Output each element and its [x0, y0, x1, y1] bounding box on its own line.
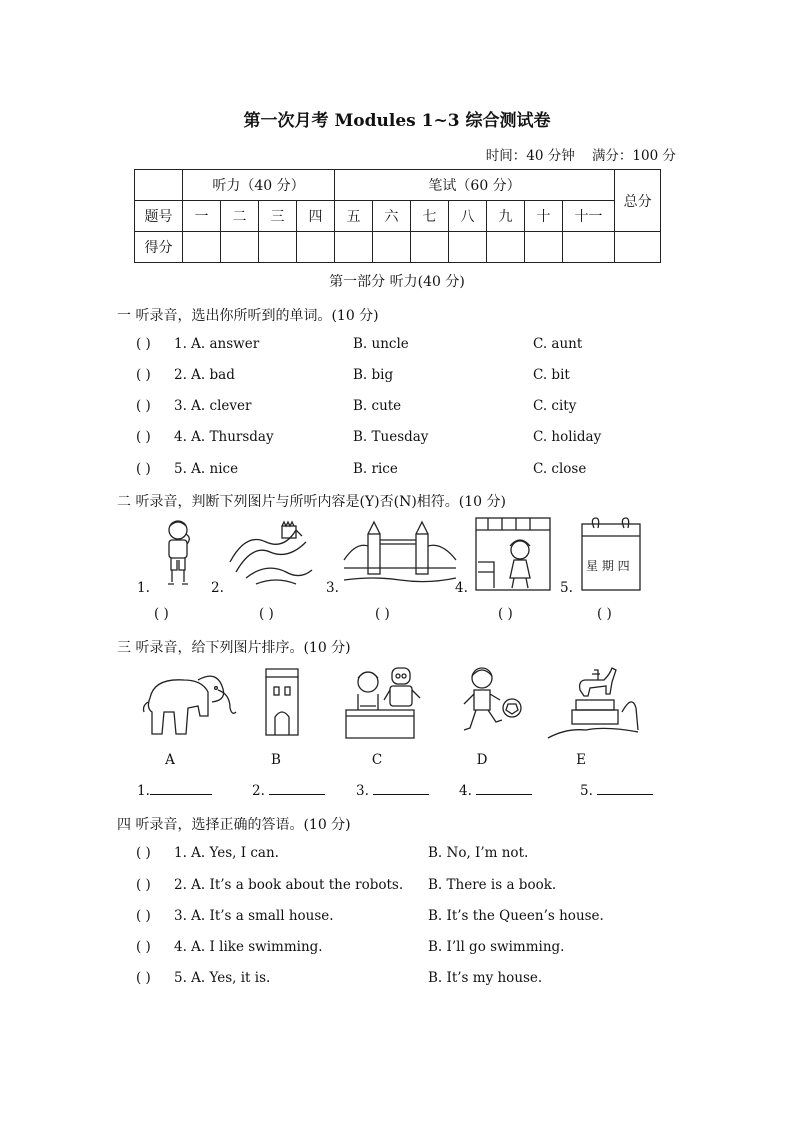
part-one-heading: 第一部分 听力(40 分): [329, 274, 465, 290]
score-cell[interactable]: [183, 232, 221, 263]
boy-thinking-picture: [158, 518, 198, 590]
col-num: 二: [221, 201, 259, 232]
section-4-heading: 四 听录音，选择正确的答语。(10 分): [117, 817, 351, 833]
s1-q5-a: 5. A. nice: [174, 461, 239, 477]
s3-num-2: 2.: [252, 783, 265, 799]
page-title: 第一次月考 Modules 1~3 综合测试卷: [243, 111, 551, 131]
s1-q1-paren[interactable]: ( ): [136, 336, 151, 352]
section-3-heading: 三 听录音，给下列图片排序。(10 分): [117, 640, 351, 656]
s4-q5-a: 5. A. Yes, it is.: [174, 970, 271, 986]
s1-q3-b: B. cute: [353, 398, 402, 414]
listening-header: 听力（40 分）: [183, 170, 335, 201]
answer-blank[interactable]: [597, 793, 653, 795]
score-cell[interactable]: [297, 232, 335, 263]
answer-blank[interactable]: [373, 793, 429, 795]
s1-q4-paren[interactable]: ( ): [136, 429, 151, 445]
s1-q5-c: C. close: [533, 461, 587, 477]
s4-q4-paren[interactable]: ( ): [136, 939, 151, 955]
s1-q5-b: B. rice: [353, 461, 398, 477]
s2-answer-1[interactable]: ( ): [154, 606, 169, 622]
s1-q2-c: C. bit: [533, 367, 570, 383]
s4-q2-paren[interactable]: ( ): [136, 877, 151, 893]
row-label-score: 得分: [135, 232, 183, 263]
s3-num-5: 5.: [580, 783, 593, 799]
col-num: 十: [525, 201, 563, 232]
s4-q5-b: B. It’s my house.: [428, 970, 543, 986]
col-num: 三: [259, 201, 297, 232]
score-cell-total[interactable]: [615, 232, 661, 263]
col-num: 八: [449, 201, 487, 232]
s2-answer-3[interactable]: ( ): [375, 606, 390, 622]
col-num: 一: [183, 201, 221, 232]
s3-label-a: A: [165, 752, 175, 768]
s1-q3-paren[interactable]: ( ): [136, 398, 151, 414]
s1-q4-a: 4. A. Thursday: [174, 429, 274, 445]
score-cell[interactable]: [373, 232, 411, 263]
s1-q3-a: 3. A. clever: [174, 398, 252, 414]
s1-q3-c: C. city: [533, 398, 577, 414]
s1-q2-paren[interactable]: ( ): [136, 367, 151, 383]
score-table: [134, 169, 661, 263]
row-label-number: 题号: [135, 201, 183, 232]
elephant-picture: [138, 668, 238, 738]
score-cell[interactable]: [563, 232, 615, 263]
score-cell[interactable]: [411, 232, 449, 263]
s3-num-3: 3.: [356, 783, 369, 799]
s3-num-1: 1.: [137, 783, 150, 799]
s2-num-4: 4.: [455, 580, 468, 596]
s3-label-b: B: [271, 752, 281, 768]
s3-order-3[interactable]: [356, 783, 429, 799]
girl-in-room-picture: [474, 516, 552, 592]
answer-blank[interactable]: [476, 793, 532, 795]
s2-num-1: 1.: [137, 580, 150, 596]
boy-and-robot-picture: [344, 664, 422, 740]
col-num: 四: [297, 201, 335, 232]
s3-num-4: 4.: [459, 783, 472, 799]
s4-q2-a: 2. A. It’s a book about the robots.: [174, 877, 404, 893]
building-picture: [262, 667, 302, 737]
s1-q4-c: C. holiday: [533, 429, 602, 445]
col-num: 五: [335, 201, 373, 232]
s3-order-1[interactable]: [137, 783, 212, 799]
s4-q1-a: 1. A. Yes, I can.: [174, 845, 279, 861]
s4-q3-paren[interactable]: ( ): [136, 908, 151, 924]
s1-q1-c: C. aunt: [533, 336, 583, 352]
s4-q3-b: B. It’s the Queen’s house.: [428, 908, 604, 924]
section-2-heading: 二 听录音，判断下列图片与所听内容是(Y)否(N)相符。(10 分): [117, 494, 506, 510]
total-header: 总分: [615, 170, 661, 232]
col-num: 九: [487, 201, 525, 232]
section-1-heading: 一 听录音，选出你所听到的单词。(10 分): [117, 308, 379, 324]
s4-q1-paren[interactable]: ( ): [136, 845, 151, 861]
s1-q5-paren[interactable]: ( ): [136, 461, 151, 477]
s4-q2-b: B. There is a book.: [428, 877, 557, 893]
s1-q4-b: B. Tuesday: [353, 429, 429, 445]
calendar-weekday-text: 星 期 四: [586, 559, 630, 573]
writing-header: 笔试（60 分）: [335, 170, 615, 201]
s3-order-2[interactable]: [252, 783, 325, 799]
score-cell[interactable]: [487, 232, 525, 263]
s2-num-2: 2.: [211, 580, 224, 596]
full-score: 满分：100 分: [591, 148, 676, 164]
s3-order-5[interactable]: [580, 783, 653, 799]
s4-q4-b: B. I’ll go swimming.: [428, 939, 565, 955]
s2-answer-4[interactable]: ( ): [498, 606, 513, 622]
great-wall-picture: [226, 522, 316, 588]
score-cell[interactable]: [221, 232, 259, 263]
boy-playing-football-picture: [460, 664, 524, 740]
s4-q3-a: 3. A. It’s a small house.: [174, 908, 334, 924]
score-cell[interactable]: [259, 232, 297, 263]
score-cell[interactable]: [449, 232, 487, 263]
s2-num-3: 3.: [326, 580, 339, 596]
s4-q4-a: 4. A. I like swimming.: [174, 939, 323, 955]
col-num: 十一: [563, 201, 615, 232]
score-table-corner: [135, 170, 183, 201]
s3-label-e: E: [576, 752, 586, 768]
answer-blank[interactable]: [150, 793, 212, 795]
exam-meta: [486, 144, 676, 164]
s4-q1-b: B. No, I’m not.: [428, 845, 529, 861]
s2-num-5: 5.: [560, 580, 573, 596]
score-cell[interactable]: [335, 232, 373, 263]
col-num: 七: [411, 201, 449, 232]
calendar-picture: [580, 516, 642, 592]
score-cell[interactable]: [525, 232, 563, 263]
s3-label-d: D: [476, 752, 488, 768]
horse-statue-picture: [546, 664, 640, 740]
s1-q1-a: 1. A. answer: [174, 336, 260, 352]
time-limit: 时间：40 分钟: [485, 148, 575, 164]
s1-q2-a: 2. A. bad: [174, 367, 235, 383]
s2-answer-2[interactable]: ( ): [259, 606, 274, 622]
s2-answer-5[interactable]: ( ): [597, 606, 612, 622]
tower-bridge-picture: [344, 520, 456, 586]
s4-q5-paren[interactable]: ( ): [136, 970, 151, 986]
s1-q1-b: B. uncle: [353, 336, 409, 352]
answer-blank[interactable]: [269, 793, 325, 795]
col-num: 六: [373, 201, 411, 232]
s1-q2-b: B. big: [353, 367, 394, 383]
s3-label-c: C: [371, 752, 383, 768]
s3-order-4[interactable]: [459, 783, 532, 799]
